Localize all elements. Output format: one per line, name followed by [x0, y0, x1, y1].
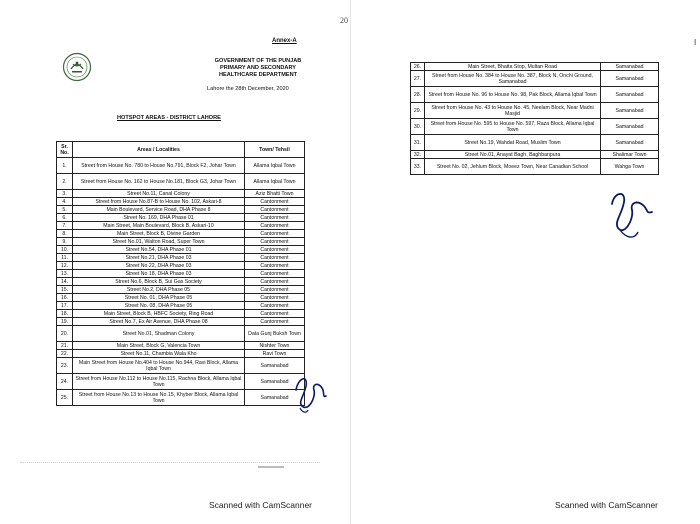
row-town: Allama Iqbal Town	[245, 158, 305, 174]
row-area: Main Street, Bhatta Stop, Multan Road	[425, 63, 601, 71]
row-town: Samanabad	[601, 135, 659, 151]
row-sr-no: 24.	[57, 374, 73, 390]
row-town: Ravi Town	[245, 350, 305, 358]
row-town: Cantonment	[245, 222, 305, 230]
table-row	[57, 278, 305, 286]
hotspot-table-right	[410, 62, 659, 175]
row-sr-no: 20.	[57, 326, 73, 342]
hotspot-table-left	[56, 141, 305, 406]
row-sr-no: 9.	[57, 238, 73, 246]
row-sr-no: 5.	[57, 206, 73, 214]
row-town: Cantonment	[245, 318, 305, 326]
row-area: Street No 18, DHA Phase 03	[73, 270, 245, 278]
row-area: Main Street, Block G, Valencia Town	[73, 342, 245, 350]
table-row	[57, 190, 305, 198]
row-area: Street No. 08, DHA Phase 05	[73, 302, 245, 310]
row-sr-no: 19.	[57, 318, 73, 326]
row-town: Cantonment	[245, 270, 305, 278]
row-sr-no: 8.	[57, 230, 73, 238]
row-town: Cantonment	[245, 278, 305, 286]
row-area: Street from House No. 595 to House No. 597, Raza Block, Allama Iqbal Town	[425, 119, 601, 135]
row-town: Cantonment	[245, 198, 305, 206]
row-sr-no: 33.	[411, 159, 425, 175]
row-town: Cantonment	[245, 206, 305, 214]
row-sr-no: 26.	[411, 63, 425, 71]
row-area: Street No. 01, DHA Phase 05	[73, 294, 245, 302]
scan-mark	[258, 466, 284, 468]
row-area: Street from House No. 43 to House No. 45, Neelam Block, Near Madni Masjid	[425, 103, 601, 119]
government-seal-logo	[62, 52, 92, 82]
row-sr-no: 18.	[57, 310, 73, 318]
row-sr-no: 27.	[411, 71, 425, 87]
row-area: Street No.19, Wahdat Road, Muslim Town	[425, 135, 601, 151]
row-town: Cantonment	[245, 310, 305, 318]
page-number: 20	[340, 16, 348, 25]
row-area: Street from House No. 96 to House No. 98, Pak Block, Allama Iqbal Town	[425, 87, 601, 103]
department-header	[198, 58, 318, 79]
table-row	[411, 87, 659, 103]
row-sr-no: 25.	[57, 390, 73, 406]
table-row	[57, 318, 305, 326]
row-sr-no: 1.	[57, 158, 73, 174]
footer-scanner-note: Scanned with CamScanner	[209, 500, 313, 510]
signature-left	[292, 368, 330, 416]
table-row	[57, 174, 305, 190]
row-town: Samanabad	[245, 374, 305, 390]
row-area: Main Street, Block B, HBFC Society, Ring Road	[73, 310, 245, 318]
row-sr-no: 22.	[57, 350, 73, 358]
table-row	[57, 158, 305, 174]
row-area: Street from House No. 384 to House No. 387, Block N, Onchi Ground, Samanabad	[425, 71, 601, 87]
row-town: Cantonment	[245, 302, 305, 310]
row-area: Street No.01, Anayat Bagh, Baghbanpura	[425, 151, 601, 159]
row-area: Street No. 02, Jehlum Block, Moeez Town, Near Canadian School	[425, 159, 601, 175]
row-sr-no: 3.	[57, 190, 73, 198]
table-row	[57, 294, 305, 302]
row-town: Cantonment	[245, 294, 305, 302]
row-sr-no: 10.	[57, 246, 73, 254]
row-area: Street No.6, Block B, Sui Gas Society	[73, 278, 245, 286]
table-row	[57, 254, 305, 262]
row-area: Street No.7, Ex Air Avenue, DHA Phase 08	[73, 318, 245, 326]
annex-label: Annex-A	[272, 38, 297, 44]
row-area: Street No.11, Canal Colony	[73, 190, 245, 198]
row-town: Cantonment	[245, 262, 305, 270]
row-town: Samanabad	[601, 119, 659, 135]
row-town: Samanabad	[245, 390, 305, 406]
row-town: Cantonment	[245, 238, 305, 246]
row-town: Cantonment	[245, 254, 305, 262]
table-row	[57, 358, 305, 374]
row-sr-no: 12.	[57, 262, 73, 270]
column-header-town: Town/ Tehsil	[245, 142, 305, 158]
table-row	[57, 350, 305, 358]
row-sr-no: 15.	[57, 286, 73, 294]
row-area: Street No.11, Chambia Wala Kho	[73, 350, 245, 358]
date-line: Lahore the 28th December, 2020	[207, 86, 289, 92]
row-area: Street No.01, Shadman Colony	[73, 326, 245, 342]
row-town: Cantonment	[245, 286, 305, 294]
row-town: Data Gunj Buksh Town	[245, 326, 305, 342]
row-sr-no: 21.	[57, 342, 73, 350]
row-town: Shalimar Town	[601, 151, 659, 159]
row-sr-no: 16.	[57, 294, 73, 302]
row-town: Cantonment	[245, 214, 305, 222]
table-row	[57, 302, 305, 310]
column-header-areas: Areas / Localities	[73, 142, 245, 158]
row-town: Samanabad	[601, 71, 659, 87]
page-divider	[20, 462, 320, 463]
row-sr-no: 31.	[411, 135, 425, 151]
row-town: Wahga Town	[601, 159, 659, 175]
row-area: Main Street from House No.404 to House No.944, Ravi Block, Allama Iqbal Town	[73, 358, 245, 374]
table-row	[57, 262, 305, 270]
table-row	[57, 230, 305, 238]
row-town: Samanabad	[245, 358, 305, 374]
row-area: Main Boulevard, Service Road, DHA Phase 8	[73, 206, 245, 214]
document-subtitle: HOTSPOT AREAS - DISTRICT LAHORE	[117, 115, 221, 121]
table-row	[411, 135, 659, 151]
row-sr-no: 28.	[411, 87, 425, 103]
row-sr-no: 32.	[411, 151, 425, 159]
table-row	[57, 390, 305, 406]
row-town: Allama Iqbal Town	[245, 174, 305, 190]
table-row	[57, 310, 305, 318]
header-line: HEALTHCARE DEPARTMENT	[218, 72, 298, 78]
row-sr-no: 6.	[57, 214, 73, 222]
row-area: Street No.54, DHA Phase 01	[73, 246, 245, 254]
header-line: PRIMARY AND SECONDARY	[219, 65, 297, 71]
row-sr-no: 17.	[57, 302, 73, 310]
row-sr-no: 13.	[57, 270, 73, 278]
row-area: Street No.21, DHA Phase 03	[73, 254, 245, 262]
table-row	[57, 374, 305, 390]
edge-mark: I	[694, 38, 697, 47]
table-row	[57, 238, 305, 246]
row-area: Street from House No.87-B to House No. 102, Askari-8	[73, 198, 245, 206]
table-row	[57, 270, 305, 278]
row-sr-no: 11.	[57, 254, 73, 262]
row-sr-no: 29.	[411, 103, 425, 119]
table-row	[411, 159, 659, 175]
row-area: Street No.2, DHA Phase 05	[73, 286, 245, 294]
row-sr-no: 30.	[411, 119, 425, 135]
row-area: Street No.01, Walton Road, Super Town	[73, 238, 245, 246]
header-line: GOVERNMENT OF THE PUNJAB	[214, 58, 302, 64]
row-town: Samanabad	[601, 103, 659, 119]
row-area: Main Street, Block B, Divine Garden	[73, 230, 245, 238]
row-town: Samanabad	[601, 63, 659, 71]
table-row	[57, 342, 305, 350]
row-town: Samanabad	[601, 87, 659, 103]
table-row	[57, 326, 305, 342]
row-sr-no: 7.	[57, 222, 73, 230]
row-town: Cantonment	[245, 230, 305, 238]
table-row	[411, 103, 659, 119]
row-area: Street from House No.13 to House No.15, Khyber Block, Allama Iqbal Town	[73, 390, 245, 406]
row-area: Street from House No. 162 to House No.181, Block G3, Johar Town	[73, 174, 245, 190]
row-area: Street No 22, DHA Phase 03	[73, 262, 245, 270]
table-row	[57, 198, 305, 206]
table-row	[57, 246, 305, 254]
signature-right	[606, 186, 656, 242]
row-sr-no: 23.	[57, 358, 73, 374]
row-area: Street from House No.112 to House No.115, Rachna Block, Allama Iqbal Town	[73, 374, 245, 390]
row-sr-no: 14.	[57, 278, 73, 286]
table-row	[411, 151, 659, 159]
table-row	[57, 222, 305, 230]
row-sr-no: 4.	[57, 198, 73, 206]
row-town: Aziz Bhatti Town	[245, 190, 305, 198]
column-header-sr-no: Sr. No.	[57, 142, 73, 158]
row-town: Cantonment	[245, 246, 305, 254]
table-row	[411, 71, 659, 87]
table-row	[57, 286, 305, 294]
row-area: Street from House No. 780 to House No.791, Block F2, Johar Town	[73, 158, 245, 174]
row-area: Street No. 169, DHA Phase 01	[73, 214, 245, 222]
table-row	[411, 63, 659, 71]
table-row	[57, 214, 305, 222]
footer-scanner-note: Scanned with CamScanner	[555, 500, 659, 510]
table-row	[57, 206, 305, 214]
row-sr-no: 2.	[57, 174, 73, 190]
row-town: Nishter Town	[245, 342, 305, 350]
table-row	[411, 119, 659, 135]
row-area: Main Street, Main Boulevard, Block B, Askari-10	[73, 222, 245, 230]
